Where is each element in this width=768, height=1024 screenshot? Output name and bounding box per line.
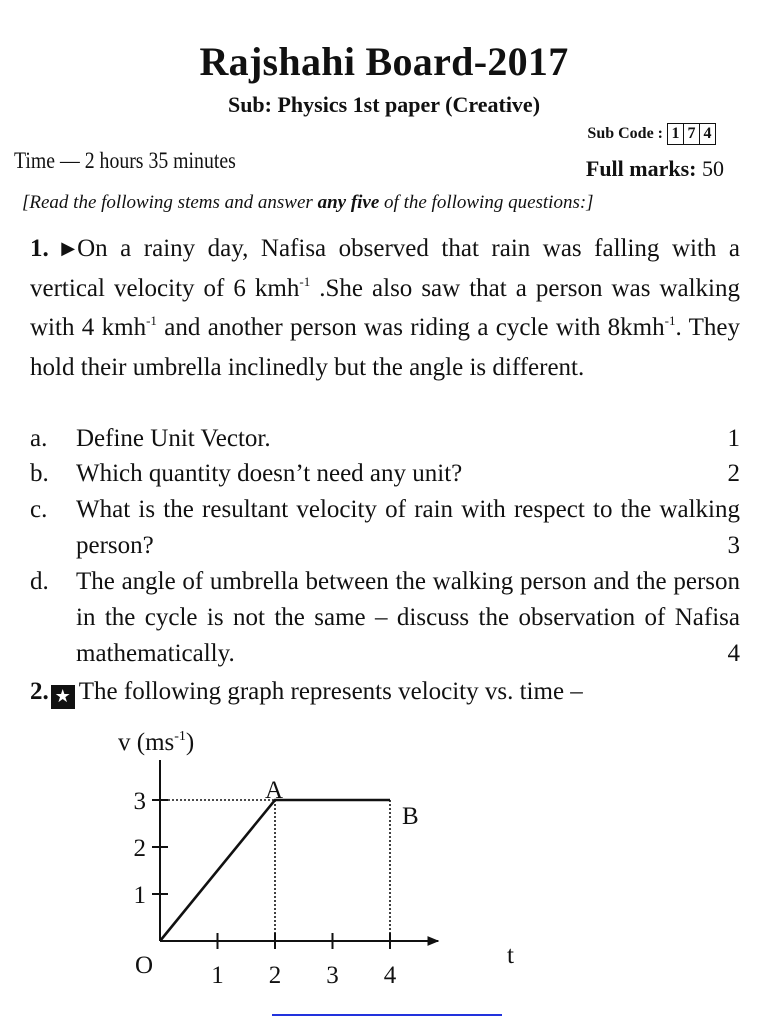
exponent: -1 <box>664 313 676 328</box>
instruction-bold: any five <box>317 192 380 213</box>
y-tick-label: 1 <box>133 882 146 909</box>
sub-question-marks: 3 <box>727 532 740 559</box>
sub-question-label: d. <box>30 568 49 595</box>
sub-code-digit: 4 <box>703 125 712 142</box>
subject-line: Sub: Physics 1st paper (Creative) <box>227 92 541 117</box>
origin-label: O <box>135 952 154 979</box>
question-number: 2. <box>30 678 49 705</box>
point-label-b: B <box>402 803 419 830</box>
sub-question-text: Define Unit Vector. <box>76 425 271 452</box>
star-icon: ★ <box>51 685 75 709</box>
sub-question-marks: 4 <box>727 640 740 667</box>
sub-question-marks: 1 <box>727 425 740 452</box>
play-triangle-icon: ▶ <box>61 238 76 258</box>
point-labels <box>265 777 419 830</box>
y-ticks <box>134 788 169 909</box>
point-label-a: A <box>265 777 284 804</box>
x-axis-label: t <box>507 942 514 969</box>
sub-question-marks: 2 <box>727 460 740 487</box>
x-tick-label: 3 <box>326 962 339 989</box>
full-marks-value: 50 <box>702 156 724 181</box>
x-tick-label: 1 <box>211 962 224 989</box>
sub-question-label: a. <box>30 425 48 452</box>
stem-part: .She also saw that a person was walking with 4 kmh <box>30 274 740 341</box>
y-axis-label: v $(ms^{-1})$ <box>118 729 195 756</box>
y-tick-label: 3 <box>133 788 146 815</box>
y-tick-label: 2 <box>133 835 146 862</box>
instruction-pre: [Read the following stems and answer <box>22 192 318 213</box>
sub-code-digit: 1 <box>668 124 684 144</box>
sub-code-label: Sub Code : <box>587 125 663 142</box>
stem-part: and another person was riding a cycle with 8kmh <box>156 314 665 341</box>
exponent: -1 <box>299 273 311 289</box>
page-title: Rajshahi Board-2017 <box>199 39 569 84</box>
x-tick-label: 2 <box>268 962 282 989</box>
question-number: 1. <box>30 235 49 262</box>
full-marks-label: Full marks: <box>585 156 697 181</box>
exam-time: Time — 2 hours 35 minutes <box>14 148 236 173</box>
instruction-post: of the following questions:] <box>379 192 594 213</box>
footer-divider <box>272 1014 502 1016</box>
exponent: -1 <box>146 313 157 328</box>
stem-part: On a rainy day, Nafisa observed that rain was falling with a vertical velocity of 6 kmh <box>30 235 740 302</box>
sub-question-text: What is the resultant velocity of rain with respect to the walking person? <box>76 496 740 559</box>
sub-question-text: The angle of umbrella between the walking person and the person in the cycle is not the same – discuss the observation of Nafisa mathematically. <box>76 568 740 667</box>
x-tick-label: 4 <box>383 962 397 989</box>
sub-code-digit: 7 <box>684 124 700 144</box>
sub-question-label: b. <box>30 460 49 487</box>
question-2-text: The following graph represents velocity vs. time – <box>78 678 583 705</box>
guide-lines <box>160 800 390 941</box>
sub-question-label: c. <box>30 496 48 523</box>
sub-question-text: Which quantity doesn’t need any unit? <box>76 460 463 487</box>
stem-part: . They hold their umbrella inclinedly but the angle is different. <box>30 314 740 381</box>
